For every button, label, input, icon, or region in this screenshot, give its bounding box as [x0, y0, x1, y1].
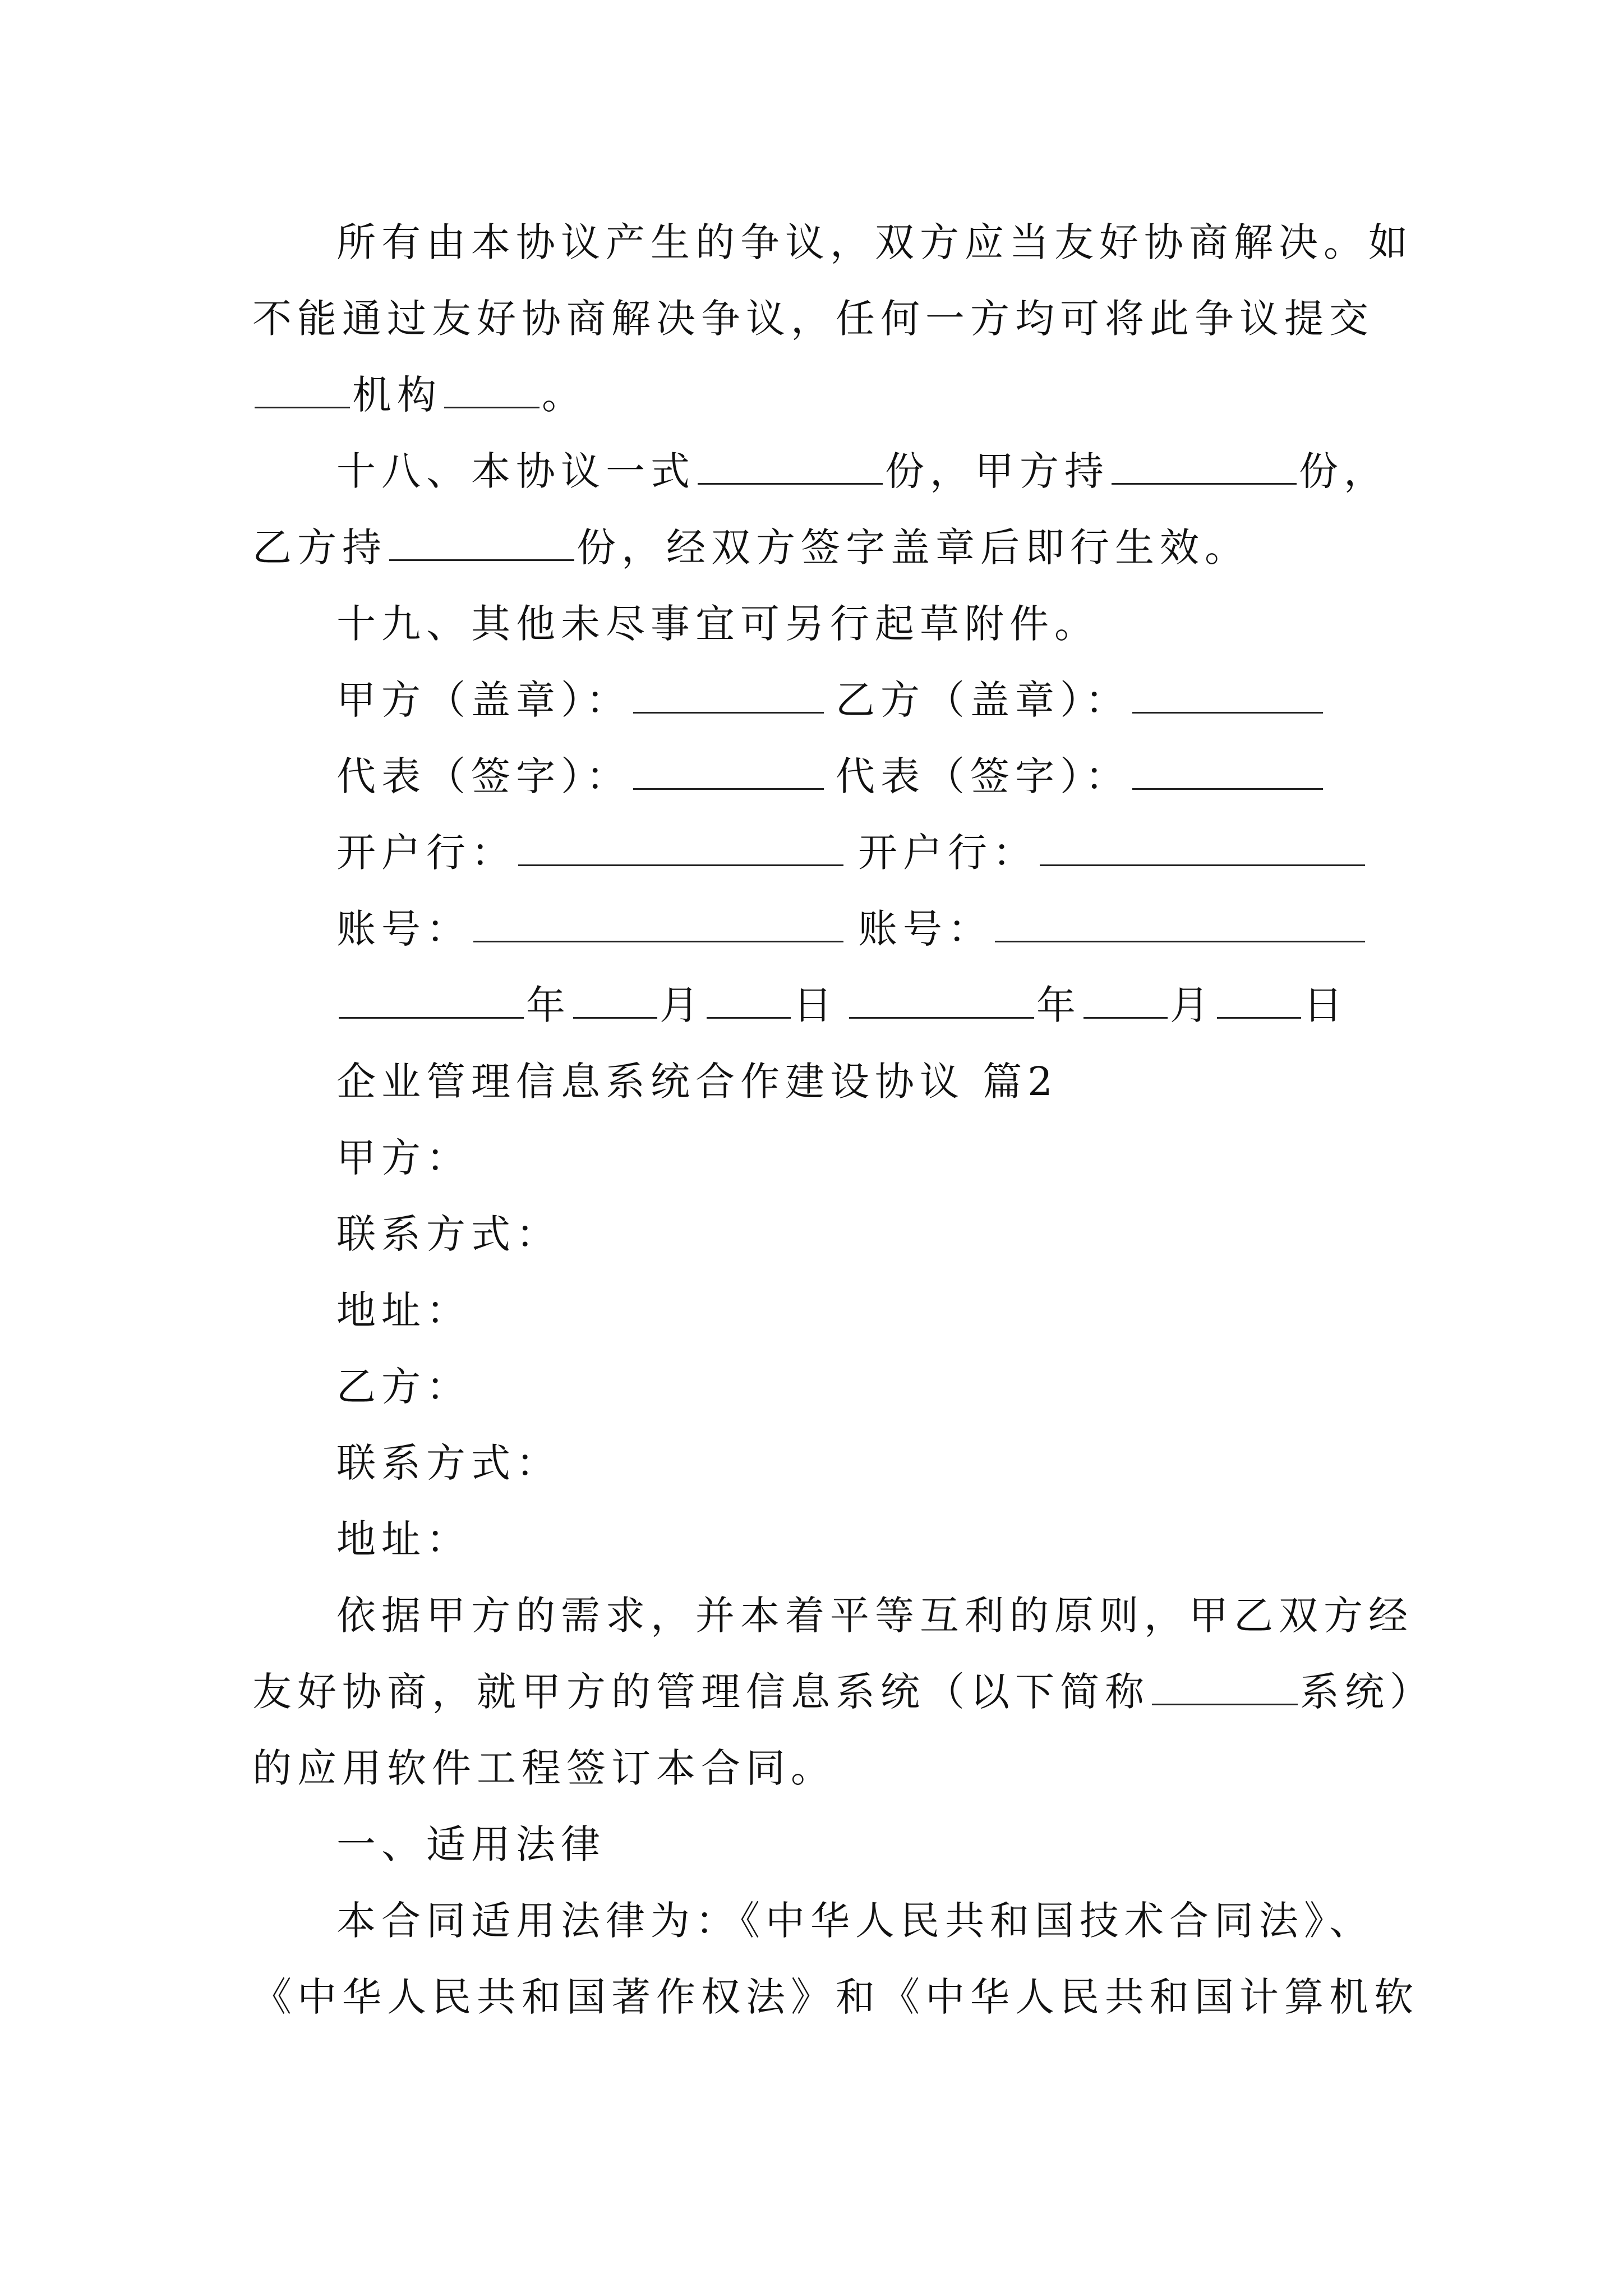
month-label: 月: [1170, 982, 1215, 1028]
intro-line-2-suffix: 系统）: [1300, 1669, 1435, 1715]
party-b-seal-label: 乙方（盖章）：: [836, 677, 1130, 723]
blank-field: [573, 983, 657, 1019]
clause-18-line-1: [336, 449, 1389, 494]
rep-a-field: [336, 754, 826, 799]
blank-field: [1040, 831, 1365, 866]
blank-field: [633, 678, 824, 714]
blank-field: [389, 526, 574, 561]
day-label: 日: [793, 982, 838, 1028]
institution-label: 机构: [352, 372, 442, 418]
clause-18-party-a-suffix: 份，: [1299, 448, 1389, 494]
blank-field: [849, 983, 1034, 1019]
rep-b-field: [836, 754, 1325, 799]
blank-field: [707, 983, 791, 1019]
blank-field: [473, 907, 843, 942]
dispute-paragraph-line-3: [252, 372, 587, 417]
blank-field: [698, 449, 883, 485]
blank-field: [1152, 1670, 1298, 1705]
law-heading: 一、适用法律: [336, 1821, 606, 1867]
intro-line-3: 的应用软件工程签订本合同。: [252, 1745, 836, 1791]
party-b-label: 乙方：: [336, 1364, 471, 1410]
blank-field: [255, 373, 350, 408]
law-line-1: 本合同适用法律为：《中华人民共和国技术合同法》、: [336, 1898, 1374, 1944]
blank-field: [1112, 449, 1297, 485]
intro-line-1: 依据甲方的需求，并本着平等互利的原则，甲乙双方经: [336, 1593, 1413, 1639]
clause-18-line-2: [252, 525, 1249, 570]
dispute-paragraph-line-2: 不能通过友好协商解决争议，任何一方均可将此争议提交: [252, 296, 1374, 342]
year-label: 年: [1036, 982, 1081, 1028]
blank-field: [518, 831, 843, 866]
date-b-field: [847, 983, 1348, 1028]
party-a-seal-label: 甲方（盖章）：: [336, 677, 631, 723]
bank-a-field: [336, 830, 846, 875]
party-a-seal-field: [336, 678, 826, 723]
law-line-2: 《中华人民共和国著作权法》和《中华人民共和国计算机软: [252, 1974, 1419, 2020]
blank-field: [995, 907, 1365, 942]
contact-a-label: 联系方式：: [336, 1211, 561, 1257]
clause-19: 十九、其他未尽事宜可另行起草附件。: [336, 601, 1099, 647]
blank-field: [339, 983, 524, 1019]
sentence-end: 。: [542, 372, 587, 418]
clause-18-party-b-suffix: 份，经双方签字盖章后即行生效。: [577, 524, 1249, 570]
account-a-label: 账号：: [336, 906, 471, 952]
address-b-label: 地址：: [336, 1516, 471, 1562]
contact-b-label: 联系方式：: [336, 1440, 561, 1486]
date-a-field: [336, 983, 838, 1028]
rep-a-label: 代表（签字）：: [336, 753, 631, 799]
blank-field: [1132, 678, 1323, 714]
clause-18-copies-suffix: 份，甲方持: [885, 448, 1109, 494]
account-b-field: [858, 907, 1367, 951]
account-a-field: [336, 907, 846, 951]
bank-b-label: 开户行：: [858, 830, 1038, 876]
address-a-label: 地址：: [336, 1287, 471, 1333]
year-label: 年: [526, 982, 571, 1028]
bank-a-label: 开户行：: [336, 830, 516, 876]
bank-b-field: [858, 830, 1367, 875]
party-a-label: 甲方：: [336, 1135, 471, 1181]
intro-line-2: [252, 1669, 1435, 1714]
blank-field: [444, 373, 540, 408]
blank-field: [1132, 754, 1323, 790]
dispute-paragraph-line-1: 所有由本协议产生的争议，双方应当友好协商解决。如: [336, 219, 1413, 265]
rep-b-label: 代表（签字）：: [836, 753, 1130, 799]
clause-18-party-b-prefix: 乙方持: [252, 524, 387, 570]
account-b-label: 账号：: [858, 906, 993, 952]
intro-line-2-prefix: 友好协商，就甲方的管理信息系统（以下简称: [252, 1669, 1150, 1715]
party-b-seal-field: [836, 678, 1325, 723]
section-2-title: 企业管理信息系统合作建设协议 篇2: [336, 1059, 1058, 1105]
day-label: 日: [1303, 982, 1348, 1028]
blank-field: [1217, 983, 1301, 1019]
blank-field: [633, 754, 824, 790]
blank-field: [1083, 983, 1168, 1019]
month-label: 月: [660, 982, 704, 1028]
clause-18-prefix: 十八、本协议一式: [336, 448, 695, 494]
